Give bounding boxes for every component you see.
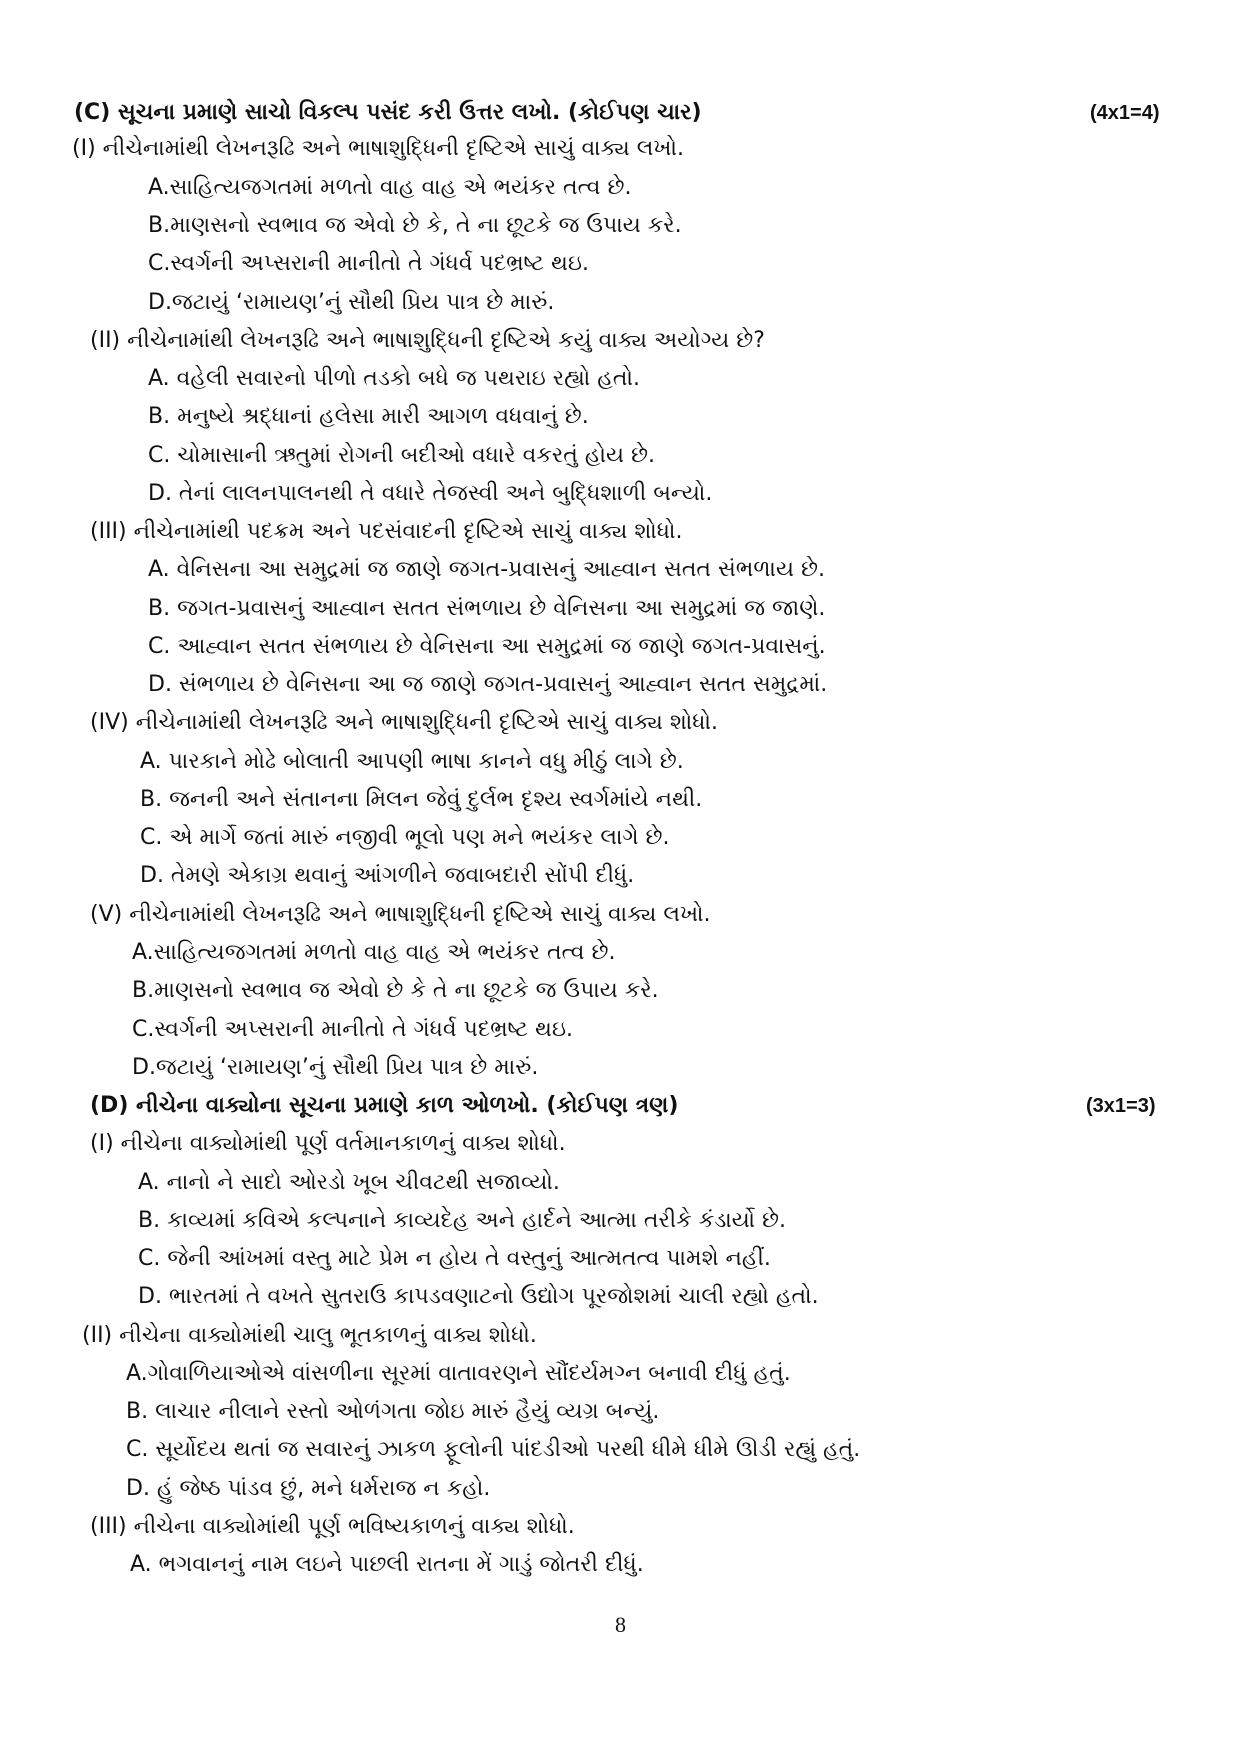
option-c4-b: B. જનની અને સંતાનના મિલન જેવું દુર્લભ દૃશ્ય સ્વર્ગમાંયે નથી. xyxy=(140,787,703,812)
section-d-marks: (3x1=3) xyxy=(1086,1095,1156,1117)
section-c-marks: (4x1=4) xyxy=(1090,102,1160,124)
option-c1-c: C.સ્વર્ગની અપ્સરાની માનીતો તે ગંધર્વ પદભ્રષ્ટ થઇ. xyxy=(148,251,590,276)
question-d3: (III) નીચેના વાક્યોમાંથી પૂર્ણ ભવિષ્યકાળનું વાક્ય શોધો. xyxy=(90,1514,575,1539)
option-d1-d: D. ભારતમાં તે વખતે સુતરાઉ કાપડવણાટનો ઉદ્યોગ પૂરજોશમાં ચાલી રહ્યો હતો. xyxy=(138,1284,819,1309)
option-c5-c: C.સ્વર્ગની અપ્સરાની માનીતો તે ગંધર્વ પદભ્રષ્ટ થઇ. xyxy=(132,1017,574,1042)
option-d1-b: B. કાવ્યમાં કવિએ કલ્પનાને કાવ્યદેહ અને હાર્દને આત્મા તરીકે કંડાર્યો છે. xyxy=(138,1208,787,1233)
question-d1: (I) નીચેના વાક્યોમાંથી પૂર્ણ વર્તમાનકાળનું વાક્ય શોધો. xyxy=(90,1131,566,1156)
option-c2-b: B. મનુષ્યે શ્રદ્ધાનાં હલેસા મારી આગળ વધવાનું છે. xyxy=(148,404,589,429)
option-d1-a: A. નાનો ને સાદો ઓરડો ખૂબ ચીવટથી સજાવ્યો. xyxy=(138,1170,560,1195)
option-c1-b: B.માણસનો સ્વભાવ જ એવો છે કે, તે ના છૂટકે જ ઉપાય કરે. xyxy=(148,213,682,238)
option-c2-d: D. તેનાં લાલનપાલનથી તે વધારે તેજસ્વી અને બુદ્ધિશાળી બન્યો. xyxy=(148,481,713,506)
option-d3-a: A. ભગવાનનું નામ લઇને પાછલી રાતના મેં ગાડું જોતરી દીધું. xyxy=(130,1552,644,1577)
option-c3-b: B. જગત-પ્રવાસનું આહ્વાન સતત સંભળાય છે વેનિસના આ સમુદ્રમાં જ જાણે. xyxy=(148,596,826,621)
question-c1: (I) નીચેનામાંથી લેખનરૂઢિ અને ભાષાશુદ્ધિની દૃષ્ટિએ સાચું વાક્ય લખો. xyxy=(72,136,684,161)
option-d2-a: A.ગોવાળિયાઓએ વાંસળીના સૂરમાં વાતાવરણને સૌંદર્યમગ્ન બનાવી દીધું હતું. xyxy=(126,1361,791,1386)
section-d-heading: (D) નીચેના વાક્યોના સૂચના પ્રમાણે કાળ ઓળખો. (કોઈપણ ત્રણ) xyxy=(90,1093,679,1118)
option-c3-d: D. સંભળાય છે વેનિસના આ જ જાણે જગત-પ્રવાસનું આહ્વાન સતત સમુદ્રમાં. xyxy=(148,672,828,697)
option-c4-d: D. તેમણે એકાગ્ર થવાનું આંગળીને જવાબદારી સોંપી દીધું. xyxy=(140,863,635,888)
option-d1-c: C. જેની આંખમાં વસ્તુ માટે પ્રેમ ન હોય તે વસ્તુનું આત્મતત્વ પામશે નહીં. xyxy=(138,1246,771,1271)
option-c5-a: A.સાહિત્યજગતમાં મળતો વાહ વાહ એ ભયંકર તત્વ છે. xyxy=(132,940,616,965)
question-c4: (IV) નીચેનામાંથી લેખનરૂઢિ અને ભાષાશુદ્ધિની દૃષ્ટિએ સાચું વાક્ય શોધો. xyxy=(90,710,718,735)
option-d2-b: B. લાચાર નીલાને રસ્તો ઓળંગતા જોઇ મારું હૈયું વ્યગ્ર બન્યું. xyxy=(126,1399,660,1424)
option-d2-c: C. સૂર્યોદય થતાં જ સવારનું ઝાકળ ફૂલોની પાંદડીઓ પરથી ધીમે ધીમે ઊડી રહ્યું હતું. xyxy=(126,1437,861,1462)
section-c-heading: (C) સૂચના પ્રમાણે સાચો વિકલ્પ પસંદ કરી ઉત્તર લખો. (કોઈપણ ચાર) xyxy=(74,100,702,125)
question-d2: (II) નીચેના વાક્યોમાંથી ચાલુ ભૂતકાળનું વાક્ય શોધો. xyxy=(82,1323,537,1348)
option-c5-d: D.જટાયું ‘રામાયણ’નું સૌથી પ્રિય પાત્ર છે મારું. xyxy=(132,1055,539,1080)
option-c2-a: A. વહેલી સવારનો પીળો તડકો બધે જ પથરાઇ રહ્યો હતો. xyxy=(148,366,641,391)
option-c1-d: D.જટાયું ‘રામાયણ’નું સૌથી પ્રિય પાત્ર છે મારું. xyxy=(148,290,555,315)
option-c4-a: A. પારકાને મોઢે બોલાતી આપણી ભાષા કાનને વધુ મીઠું લાગે છે. xyxy=(140,749,684,774)
option-c1-a: A.સાહિત્યજગતમાં મળતો વાહ વાહ એ ભયંકર તત્વ છે. xyxy=(148,175,632,200)
page-number: 8 xyxy=(615,1612,626,1637)
question-c2: (II) નીચેનામાંથી લેખનરૂઢિ અને ભાષાશુદ્ધિની દૃષ્ટિએ કયું વાક્ય અયોગ્ય છે? xyxy=(90,328,765,353)
option-c3-a: A. વેનિસના આ સમુદ્રમાં જ જાણે જગત-પ્રવાસનું આહ્વાન સતત સંભળાય છે. xyxy=(148,557,825,582)
option-d2-d: D. હું જેષ્ઠ પાંડવ છું, મને ધર્મરાજ ન કહો. xyxy=(126,1476,491,1501)
option-c5-b: B.માણસનો સ્વભાવ જ એવો છે કે તે ના છૂટકે જ ઉપાય કરે. xyxy=(132,978,659,1003)
question-c5: (V) નીચેનામાંથી લેખનરૂઢિ અને ભાષાશુદ્ધિની દૃષ્ટિએ સાચું વાક્ય લખો. xyxy=(90,902,711,927)
question-c3: (III) નીચેનામાંથી પદક્રમ અને પદસંવાદની દૃષ્ટિએ સાચું વાક્ય શોધો. xyxy=(90,519,683,544)
option-c2-c: C. ચોમાસાની ઋતુમાં રોગની બદીઓ વધારે વકરતું હોય છે. xyxy=(148,443,655,468)
option-c3-c: C. આહ્વાન સતત સંભળાય છે વેનિસના આ સમુદ્રમાં જ જાણે જગત-પ્રવાસનું. xyxy=(148,634,826,659)
option-c4-c: C. એ માર્ગે જતાં મારું નજીવી ભૂલો પણ મને ભયંકર લાગે છે. xyxy=(140,825,670,850)
